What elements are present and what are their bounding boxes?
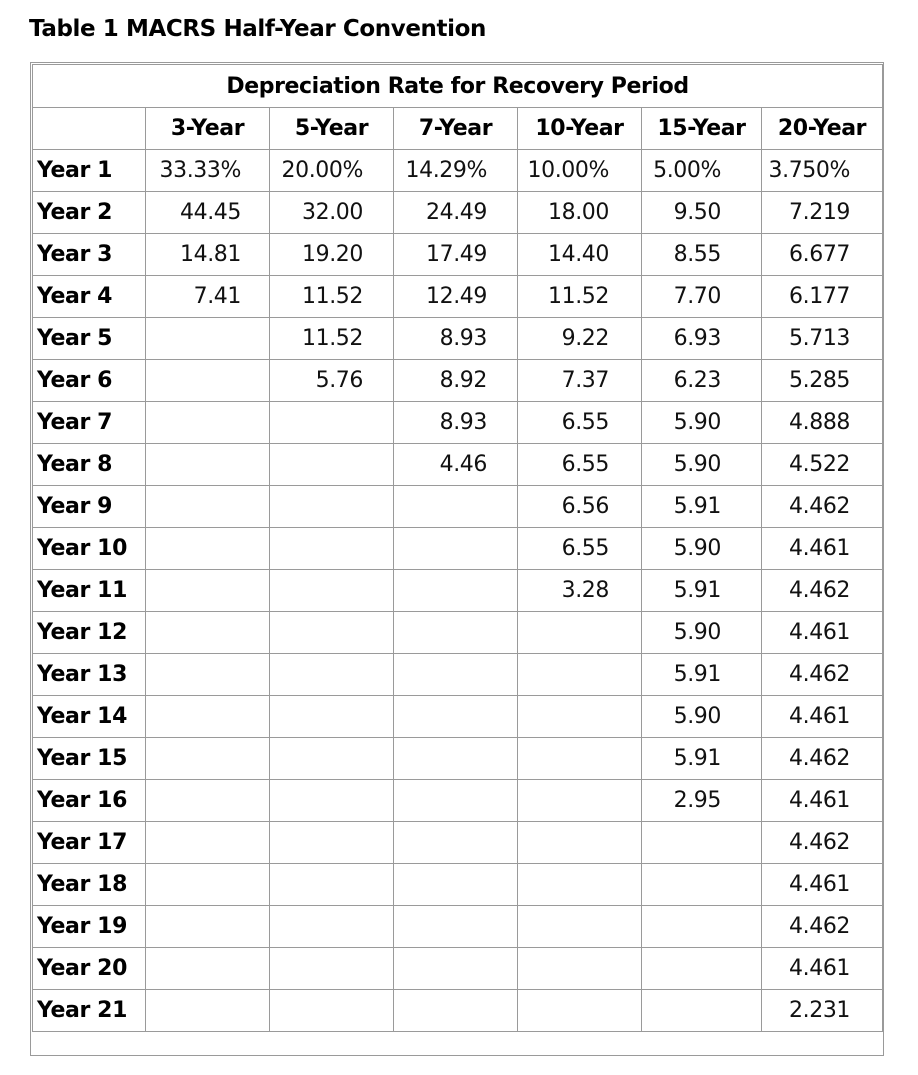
rate-cell: 24.49 xyxy=(394,192,518,234)
rate-cell: 33.33% xyxy=(146,150,270,192)
rate-cell xyxy=(394,612,518,654)
corner-cell xyxy=(33,108,146,150)
rate-cell: 6.55 xyxy=(518,528,642,570)
column-header-row xyxy=(33,108,883,150)
rate-cell xyxy=(270,444,394,486)
rate-cell xyxy=(642,948,762,990)
row-header: Year 1 xyxy=(33,150,146,192)
table-caption: Table 1 MACRS Half-Year Convention xyxy=(29,16,486,42)
table-row xyxy=(33,192,883,234)
rate-cell xyxy=(270,486,394,528)
row-header: Year 6 xyxy=(33,360,146,402)
rate-cell: 6.56 xyxy=(518,486,642,528)
rate-cell xyxy=(146,696,270,738)
row-header: Year 14 xyxy=(33,696,146,738)
rate-cell xyxy=(270,990,394,1032)
rate-cell xyxy=(146,822,270,864)
rate-cell: 2.231 xyxy=(762,990,883,1032)
rate-cell: 2.95 xyxy=(642,780,762,822)
rate-cell: 12.49 xyxy=(394,276,518,318)
rate-cell xyxy=(146,486,270,528)
row-header: Year 11 xyxy=(33,570,146,612)
rate-cell: 14.40 xyxy=(518,234,642,276)
rate-cell: 6.677 xyxy=(762,234,883,276)
rate-cell xyxy=(518,948,642,990)
row-header: Year 8 xyxy=(33,444,146,486)
macrs-depreciation-table xyxy=(32,64,883,1032)
rate-cell xyxy=(394,822,518,864)
rate-cell: 8.55 xyxy=(642,234,762,276)
row-header: Year 15 xyxy=(33,738,146,780)
table-row xyxy=(33,402,883,444)
column-header: 7-Year xyxy=(394,108,518,150)
table-row xyxy=(33,612,883,654)
row-header: Year 18 xyxy=(33,864,146,906)
table-row xyxy=(33,822,883,864)
rate-cell: 14.29% xyxy=(394,150,518,192)
rate-cell xyxy=(270,696,394,738)
row-header: Year 19 xyxy=(33,906,146,948)
rate-cell: 4.462 xyxy=(762,654,883,696)
table-row xyxy=(33,696,883,738)
rate-cell xyxy=(394,738,518,780)
rate-cell xyxy=(270,906,394,948)
rate-cell: 4.461 xyxy=(762,696,883,738)
rate-cell xyxy=(642,864,762,906)
rate-cell: 4.888 xyxy=(762,402,883,444)
span-header: Depreciation Rate for Recovery Period xyxy=(33,65,883,108)
rate-cell: 5.90 xyxy=(642,528,762,570)
rate-cell: 5.91 xyxy=(642,654,762,696)
column-header: 10-Year xyxy=(518,108,642,150)
rate-cell xyxy=(270,528,394,570)
rate-cell xyxy=(146,654,270,696)
rate-cell: 18.00 xyxy=(518,192,642,234)
rate-cell: 3.28 xyxy=(518,570,642,612)
rate-cell: 10.00% xyxy=(518,150,642,192)
rate-cell: 6.55 xyxy=(518,444,642,486)
table-row xyxy=(33,234,883,276)
row-header: Year 7 xyxy=(33,402,146,444)
row-header: Year 13 xyxy=(33,654,146,696)
row-header: Year 4 xyxy=(33,276,146,318)
row-header: Year 5 xyxy=(33,318,146,360)
rate-cell xyxy=(394,864,518,906)
rate-cell xyxy=(270,402,394,444)
row-header: Year 20 xyxy=(33,948,146,990)
rate-cell: 7.70 xyxy=(642,276,762,318)
rate-cell: 44.45 xyxy=(146,192,270,234)
rate-cell: 7.219 xyxy=(762,192,883,234)
table-row xyxy=(33,654,883,696)
rate-cell: 3.750% xyxy=(762,150,883,192)
rate-cell xyxy=(394,948,518,990)
row-header: Year 12 xyxy=(33,612,146,654)
rate-cell xyxy=(518,612,642,654)
rate-cell: 11.52 xyxy=(270,276,394,318)
rate-cell: 6.23 xyxy=(642,360,762,402)
rate-cell xyxy=(270,864,394,906)
rate-cell xyxy=(146,528,270,570)
rate-cell xyxy=(146,738,270,780)
rate-cell: 5.76 xyxy=(270,360,394,402)
rate-cell xyxy=(146,570,270,612)
rate-cell: 6.177 xyxy=(762,276,883,318)
rate-cell xyxy=(146,402,270,444)
rate-cell xyxy=(146,444,270,486)
rate-cell: 4.522 xyxy=(762,444,883,486)
rate-cell xyxy=(642,906,762,948)
rate-cell xyxy=(270,654,394,696)
rate-cell xyxy=(518,822,642,864)
row-header: Year 17 xyxy=(33,822,146,864)
table-row xyxy=(33,318,883,360)
row-header: Year 21 xyxy=(33,990,146,1032)
table-row xyxy=(33,150,883,192)
rate-cell xyxy=(146,612,270,654)
rate-cell xyxy=(146,990,270,1032)
row-header: Year 16 xyxy=(33,780,146,822)
rate-cell: 6.55 xyxy=(518,402,642,444)
rate-cell: 7.41 xyxy=(146,276,270,318)
rate-cell xyxy=(518,654,642,696)
rate-cell xyxy=(146,360,270,402)
rate-cell: 8.93 xyxy=(394,402,518,444)
rate-cell: 11.52 xyxy=(518,276,642,318)
rate-cell xyxy=(642,822,762,864)
rate-cell: 6.93 xyxy=(642,318,762,360)
rate-cell: 9.22 xyxy=(518,318,642,360)
row-header: Year 9 xyxy=(33,486,146,528)
rate-cell: 8.92 xyxy=(394,360,518,402)
rate-cell xyxy=(270,822,394,864)
table-row xyxy=(33,444,883,486)
table-row xyxy=(33,360,883,402)
rate-cell xyxy=(270,612,394,654)
rate-cell xyxy=(518,696,642,738)
rate-cell xyxy=(518,780,642,822)
rate-cell xyxy=(394,696,518,738)
rate-cell xyxy=(394,528,518,570)
rate-cell xyxy=(146,318,270,360)
rate-cell xyxy=(518,990,642,1032)
rate-cell xyxy=(270,738,394,780)
row-header: Year 10 xyxy=(33,528,146,570)
rate-cell: 4.461 xyxy=(762,528,883,570)
column-header: 20-Year xyxy=(762,108,883,150)
rate-cell xyxy=(270,570,394,612)
rate-cell: 8.93 xyxy=(394,318,518,360)
row-header: Year 2 xyxy=(33,192,146,234)
rate-cell xyxy=(146,864,270,906)
rate-cell xyxy=(518,906,642,948)
rate-cell: 5.90 xyxy=(642,612,762,654)
rate-cell: 4.461 xyxy=(762,612,883,654)
table-row xyxy=(33,528,883,570)
rate-cell: 7.37 xyxy=(518,360,642,402)
rate-cell xyxy=(146,906,270,948)
rate-cell: 5.91 xyxy=(642,738,762,780)
rate-cell: 4.462 xyxy=(762,486,883,528)
rate-cell xyxy=(394,570,518,612)
table-row xyxy=(33,570,883,612)
rate-cell: 11.52 xyxy=(270,318,394,360)
rate-cell xyxy=(146,780,270,822)
rate-cell: 5.91 xyxy=(642,570,762,612)
rate-cell: 4.46 xyxy=(394,444,518,486)
rate-cell: 17.49 xyxy=(394,234,518,276)
span-header-row xyxy=(33,65,883,108)
rate-cell: 5.91 xyxy=(642,486,762,528)
column-header: 15-Year xyxy=(642,108,762,150)
rate-cell xyxy=(394,486,518,528)
rate-cell xyxy=(146,948,270,990)
rate-cell: 4.461 xyxy=(762,780,883,822)
rate-cell xyxy=(394,780,518,822)
rate-cell: 4.462 xyxy=(762,738,883,780)
table-row xyxy=(33,780,883,822)
rate-cell: 32.00 xyxy=(270,192,394,234)
column-header: 5-Year xyxy=(270,108,394,150)
rate-cell xyxy=(642,990,762,1032)
row-header: Year 3 xyxy=(33,234,146,276)
rate-cell: 5.90 xyxy=(642,444,762,486)
table-row xyxy=(33,990,883,1032)
rate-cell: 4.462 xyxy=(762,906,883,948)
rate-cell: 5.713 xyxy=(762,318,883,360)
table-row xyxy=(33,276,883,318)
column-header: 3-Year xyxy=(146,108,270,150)
rate-cell: 5.90 xyxy=(642,402,762,444)
rate-cell: 19.20 xyxy=(270,234,394,276)
table-row xyxy=(33,486,883,528)
rate-cell: 5.00% xyxy=(642,150,762,192)
rate-cell: 14.81 xyxy=(146,234,270,276)
rate-cell: 4.461 xyxy=(762,864,883,906)
rate-cell xyxy=(394,654,518,696)
table-row xyxy=(33,948,883,990)
rate-cell: 5.90 xyxy=(642,696,762,738)
rate-cell: 9.50 xyxy=(642,192,762,234)
rate-cell: 4.462 xyxy=(762,570,883,612)
rate-cell: 4.462 xyxy=(762,822,883,864)
rate-cell xyxy=(518,738,642,780)
rate-cell xyxy=(518,864,642,906)
rate-cell: 5.285 xyxy=(762,360,883,402)
rate-cell xyxy=(394,990,518,1032)
rate-cell xyxy=(270,948,394,990)
rate-cell: 20.00% xyxy=(270,150,394,192)
rate-cell xyxy=(394,906,518,948)
table-row xyxy=(33,738,883,780)
rate-cell: 4.461 xyxy=(762,948,883,990)
table-row xyxy=(33,906,883,948)
rate-cell xyxy=(270,780,394,822)
table-row xyxy=(33,864,883,906)
